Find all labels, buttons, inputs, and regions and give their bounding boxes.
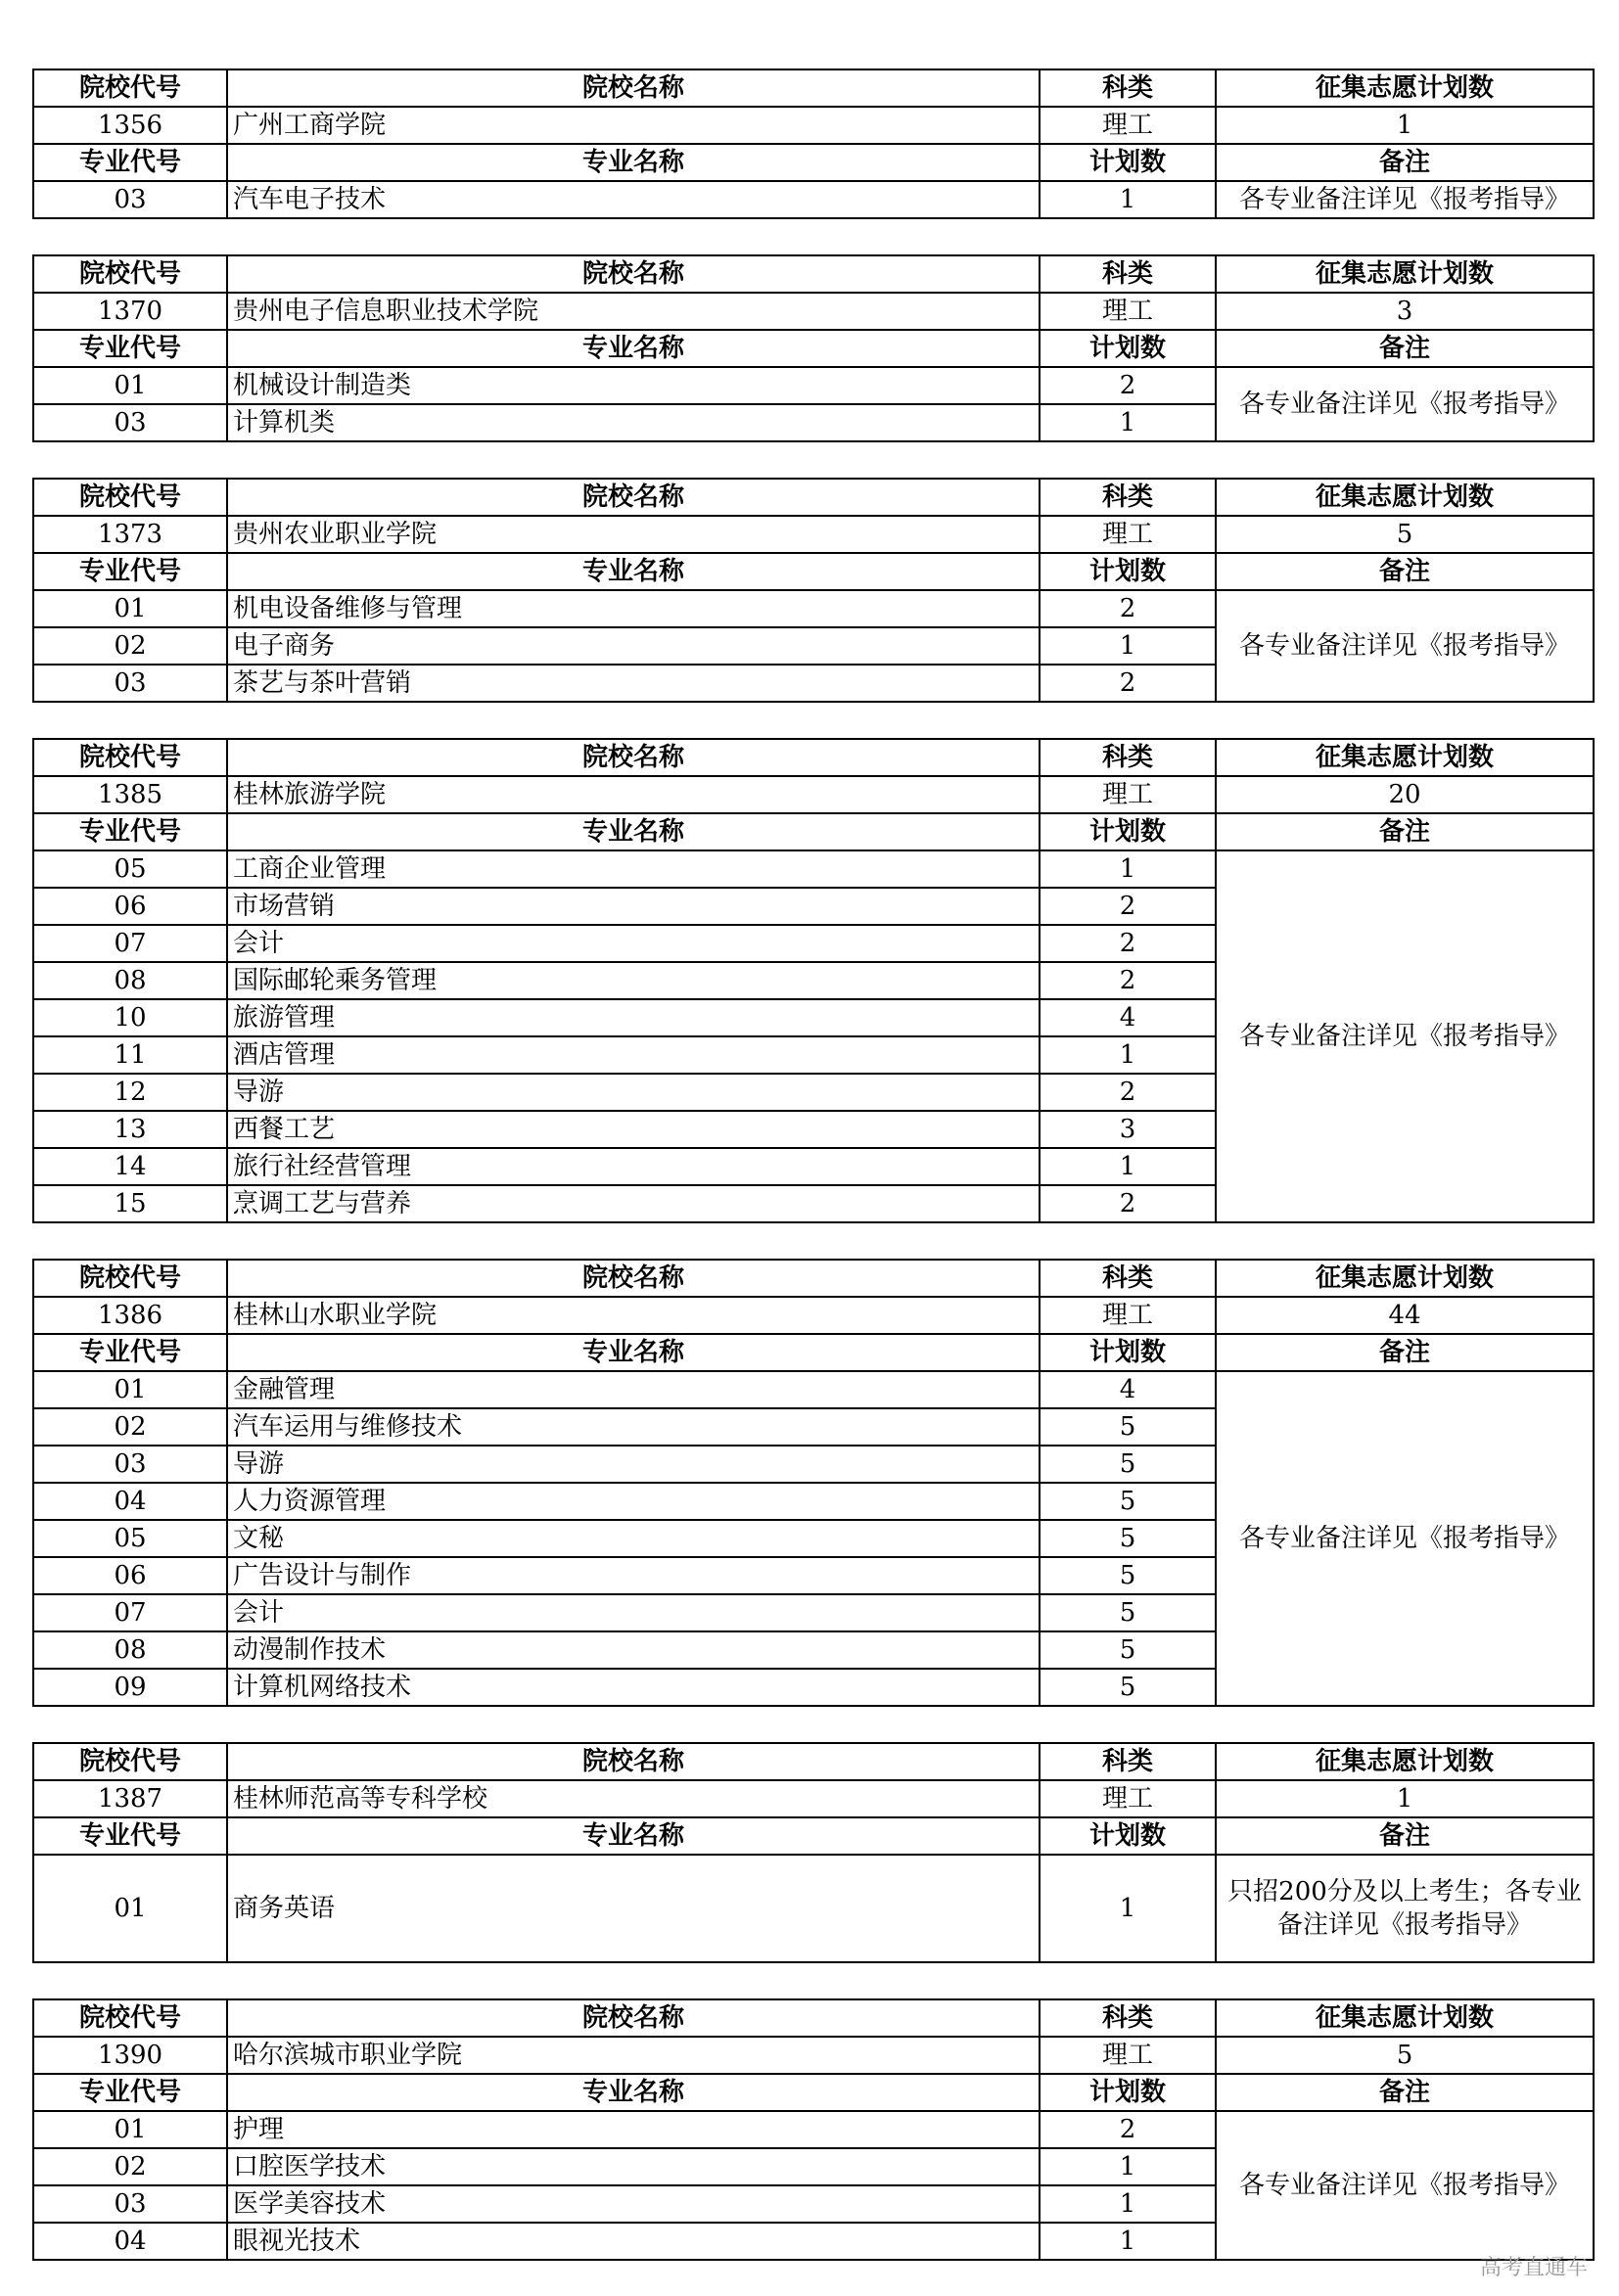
label-major-code: 专业代号 [34,145,226,180]
major-code: 12 [34,1075,226,1110]
major-code: 05 [34,1521,226,1556]
major-plan: 1 [1041,1856,1215,1961]
major-name: 汽车运用与维修技术 [228,1409,1039,1445]
major-plan: 2 [1041,963,1215,998]
label-plan-total: 征集志愿计划数 [1217,256,1593,292]
label-note: 备注 [1217,1335,1593,1370]
major-note [1217,2112,1593,2259]
major-name: 计算机类 [228,405,1039,440]
label-category: 科类 [1041,1744,1215,1779]
major-plan: 1 [1041,2224,1215,2259]
school-category: 理工 [1041,517,1215,552]
major-name: 导游 [228,1446,1039,1482]
major-code: 08 [34,963,226,998]
school-name: 桂林山水职业学院 [228,1298,1039,1333]
school-name: 贵州电子信息职业技术学院 [228,294,1039,329]
major-name: 会计 [228,926,1039,961]
major-plan: 5 [1041,1484,1215,1519]
major-name: 酒店管理 [228,1037,1039,1073]
school-plan-total: 5 [1217,517,1593,552]
major-name: 电子商务 [228,628,1039,664]
school-name: 桂林师范高等专科学校 [228,1781,1039,1816]
label-major-code: 专业代号 [34,1818,226,1854]
major-plan: 2 [1041,591,1215,626]
label-plan: 计划数 [1041,814,1215,850]
label-major-name: 专业名称 [228,2075,1039,2110]
school-code: 1386 [34,1298,226,1333]
label-school-name: 院校名称 [228,70,1039,106]
major-code: 05 [34,851,226,887]
major-code: 03 [34,1446,226,1482]
label-school-code: 院校代号 [34,256,226,292]
label-major-name: 专业名称 [228,814,1039,850]
watermark: 高考直通车 [1480,2256,1589,2280]
major-code: 14 [34,1149,226,1184]
school-code: 1390 [34,2038,226,2073]
major-name: 茶艺与茶叶营销 [228,666,1039,701]
major-name: 动漫制作技术 [228,1632,1039,1668]
label-school-code: 院校代号 [34,2000,226,2036]
label-major-code: 专业代号 [34,331,226,366]
label-school-code: 院校代号 [34,1261,226,1296]
major-plan: 2 [1041,2112,1215,2147]
major-note-line: 各专业备注详见《报考指导》 [1238,631,1570,661]
label-note: 备注 [1217,554,1593,589]
major-name: 金融管理 [228,1372,1039,1407]
major-code: 01 [34,1856,226,1961]
label-school-code: 院校代号 [34,1744,226,1779]
major-code: 07 [34,926,226,961]
major-name: 眼视光技术 [228,2224,1039,2259]
label-school-code: 院校代号 [34,70,226,106]
major-note-line: 备注详见《报考指导》 [1276,1910,1532,1940]
major-plan: 5 [1041,1521,1215,1556]
major-code: 11 [34,1037,226,1073]
school-plan-total: 1 [1217,1781,1593,1816]
major-name: 旅行社经营管理 [228,1149,1039,1184]
school-plan-total: 20 [1217,777,1593,812]
admission-block [32,478,1595,703]
major-name: 国际邮轮乘务管理 [228,963,1039,998]
major-plan: 1 [1041,2149,1215,2184]
school-code: 1373 [34,517,226,552]
admission-block [32,1742,1595,1963]
school-name: 广州工商学院 [228,108,1039,143]
major-note [1217,851,1593,1221]
label-plan-total: 征集志愿计划数 [1217,2000,1593,2036]
school-name: 哈尔滨城市职业学院 [228,2038,1039,2073]
major-note [1217,1372,1593,1705]
label-category: 科类 [1041,70,1215,106]
major-name: 人力资源管理 [228,1484,1039,1519]
label-plan: 计划数 [1041,1818,1215,1854]
admission-tables [32,69,1595,2296]
label-note: 备注 [1217,814,1593,850]
label-major-code: 专业代号 [34,1335,226,1370]
admission-block [32,69,1595,219]
school-code: 1356 [34,108,226,143]
label-plan: 计划数 [1041,2075,1215,2110]
label-major-code: 专业代号 [34,554,226,589]
label-plan-total: 征集志愿计划数 [1217,1261,1593,1296]
major-plan: 2 [1041,1186,1215,1221]
major-note-line: 只招200分及以上考生；各专业 [1227,1877,1582,1906]
major-code: 13 [34,1112,226,1147]
major-code: 09 [34,1670,226,1705]
major-code: 02 [34,1409,226,1445]
label-school-name: 院校名称 [228,256,1039,292]
major-name: 市场营销 [228,889,1039,924]
major-name: 汽车电子技术 [228,182,1039,217]
label-plan-total: 征集志愿计划数 [1217,1744,1593,1779]
major-plan: 1 [1041,405,1215,440]
major-name: 医学美容技术 [228,2186,1039,2222]
major-name: 护理 [228,2112,1039,2147]
major-code: 01 [34,2112,226,2147]
school-category: 理工 [1041,777,1215,812]
school-category: 理工 [1041,294,1215,329]
major-plan: 5 [1041,1446,1215,1482]
admission-block [32,738,1595,1223]
major-note-line: 各专业备注详见《报考指导》 [1238,1022,1570,1051]
major-name: 西餐工艺 [228,1112,1039,1147]
major-note-line: 各专业备注详见《报考指导》 [1238,1524,1570,1553]
major-note [1217,368,1593,440]
label-plan-total: 征集志愿计划数 [1217,70,1593,106]
major-plan: 5 [1041,1670,1215,1705]
major-code: 15 [34,1186,226,1221]
major-name: 工商企业管理 [228,851,1039,887]
label-category: 科类 [1041,256,1215,292]
school-category: 理工 [1041,1781,1215,1816]
label-major-name: 专业名称 [228,1335,1039,1370]
label-note: 备注 [1217,331,1593,366]
major-code: 02 [34,628,226,664]
admission-block [32,1259,1595,1707]
major-plan: 5 [1041,1632,1215,1668]
label-note: 备注 [1217,145,1593,180]
label-school-code: 院校代号 [34,480,226,515]
major-code: 03 [34,405,226,440]
major-code: 01 [34,368,226,403]
label-plan: 计划数 [1041,1335,1215,1370]
label-school-name: 院校名称 [228,2000,1039,2036]
major-plan: 1 [1041,851,1215,887]
major-name: 旅游管理 [228,1000,1039,1035]
label-plan: 计划数 [1041,145,1215,180]
label-school-name: 院校名称 [228,740,1039,775]
school-category: 理工 [1041,108,1215,143]
label-school-name: 院校名称 [228,1744,1039,1779]
major-name: 会计 [228,1595,1039,1630]
major-code: 06 [34,1558,226,1593]
major-note-line: 各专业备注详见《报考指导》 [1238,390,1570,419]
label-category: 科类 [1041,480,1215,515]
major-plan: 2 [1041,666,1215,701]
major-plan: 5 [1041,1595,1215,1630]
major-plan: 5 [1041,1409,1215,1445]
major-name: 广告设计与制作 [228,1558,1039,1593]
label-major-name: 专业名称 [228,554,1039,589]
label-category: 科类 [1041,2000,1215,2036]
major-name: 机电设备维修与管理 [228,591,1039,626]
major-code: 04 [34,1484,226,1519]
major-code: 01 [34,1372,226,1407]
label-major-name: 专业名称 [228,331,1039,366]
school-plan-total: 44 [1217,1298,1593,1333]
major-code: 06 [34,889,226,924]
label-category: 科类 [1041,1261,1215,1296]
major-name: 导游 [228,1075,1039,1110]
major-code: 10 [34,1000,226,1035]
school-plan-total: 1 [1217,108,1593,143]
admission-block [32,1998,1595,2261]
major-note-line: 各专业备注详见《报考指导》 [1238,185,1570,214]
school-code: 1370 [34,294,226,329]
label-category: 科类 [1041,740,1215,775]
major-plan: 1 [1041,2186,1215,2222]
label-major-code: 专业代号 [34,814,226,850]
major-plan: 2 [1041,368,1215,403]
school-code: 1385 [34,777,226,812]
label-school-name: 院校名称 [228,1261,1039,1296]
major-code: 03 [34,666,226,701]
major-name: 机械设计制造类 [228,368,1039,403]
label-plan-total: 征集志愿计划数 [1217,480,1593,515]
major-plan: 3 [1041,1112,1215,1147]
major-name: 烹调工艺与营养 [228,1186,1039,1221]
label-school-code: 院校代号 [34,740,226,775]
major-plan: 2 [1041,1075,1215,1110]
major-plan: 2 [1041,889,1215,924]
label-plan-total: 征集志愿计划数 [1217,740,1593,775]
major-code: 01 [34,591,226,626]
major-code: 04 [34,2224,226,2259]
admission-block [32,254,1595,442]
school-plan-total: 5 [1217,2038,1593,2073]
major-plan: 1 [1041,182,1215,217]
major-code: 03 [34,2186,226,2222]
major-code: 03 [34,182,226,217]
major-note [1217,1856,1593,1961]
school-plan-total: 3 [1217,294,1593,329]
label-school-name: 院校名称 [228,480,1039,515]
label-plan: 计划数 [1041,554,1215,589]
major-plan: 4 [1041,1372,1215,1407]
school-category: 理工 [1041,2038,1215,2073]
major-code: 08 [34,1632,226,1668]
major-code: 07 [34,1595,226,1630]
label-major-code: 专业代号 [34,2075,226,2110]
major-plan: 1 [1041,628,1215,664]
school-name: 贵州农业职业学院 [228,517,1039,552]
major-name: 计算机网络技术 [228,1670,1039,1705]
major-plan: 5 [1041,1558,1215,1593]
school-category: 理工 [1041,1298,1215,1333]
label-major-name: 专业名称 [228,145,1039,180]
label-note: 备注 [1217,1818,1593,1854]
major-note [1217,182,1593,217]
major-name: 文秘 [228,1521,1039,1556]
major-name: 商务英语 [228,1856,1039,1961]
major-plan: 1 [1041,1149,1215,1184]
school-code: 1387 [34,1781,226,1816]
major-plan: 2 [1041,926,1215,961]
major-note-line: 各专业备注详见《报考指导》 [1238,2171,1570,2200]
label-note: 备注 [1217,2075,1593,2110]
label-major-name: 专业名称 [228,1818,1039,1854]
major-name: 口腔医学技术 [228,2149,1039,2184]
major-plan: 1 [1041,1037,1215,1073]
major-note [1217,591,1593,701]
label-plan: 计划数 [1041,331,1215,366]
major-plan: 4 [1041,1000,1215,1035]
major-code: 02 [34,2149,226,2184]
school-name: 桂林旅游学院 [228,777,1039,812]
